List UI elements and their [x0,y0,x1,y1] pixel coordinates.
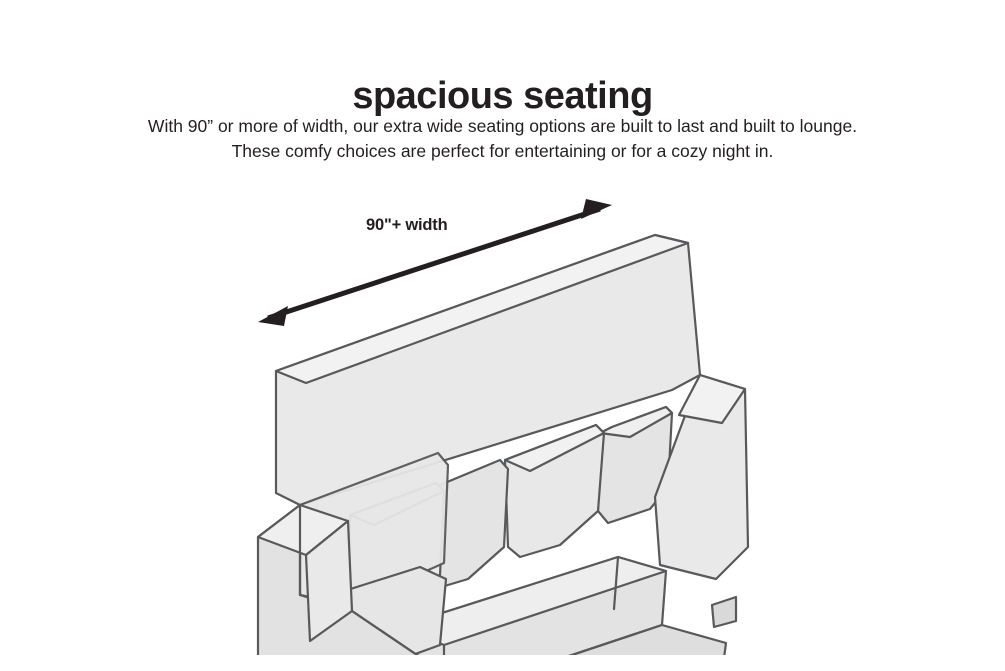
page-title: spacious seating [352,75,653,118]
description-text [88,114,918,165]
description-line-1: With 90” or more of width, our extra wide seating options are built to last and built to lounge. [147,116,858,136]
dimension-label: 90"+ width [366,216,448,234]
description-line-2: These comfy choices are perfect for entertaining or for a cozy night in. [231,141,774,162]
sofa-illustration [0,175,1005,655]
